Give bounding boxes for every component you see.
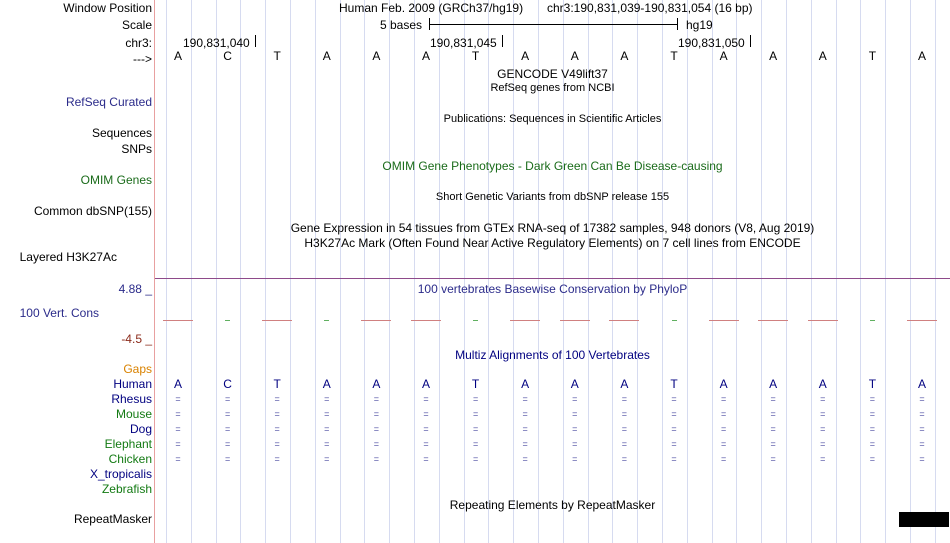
base-letter: A	[421, 49, 430, 63]
conservation-mark	[907, 320, 937, 321]
base-letter: T	[670, 49, 678, 63]
cons-min-label: -4.5 _	[121, 332, 152, 346]
alignment-match: =	[224, 424, 231, 434]
alignment-match: =	[373, 439, 380, 449]
base-letter: T	[471, 49, 480, 63]
species-label[interactable]: Human	[113, 377, 152, 391]
alignment-match: =	[472, 424, 479, 434]
gaps-label[interactable]: Gaps	[123, 362, 152, 376]
species-label[interactable]: Elephant	[104, 437, 152, 451]
conservation-mark	[163, 320, 193, 321]
alignment-match: =	[175, 439, 181, 449]
base-letter: A	[322, 49, 331, 63]
alignment-match: =	[274, 454, 280, 464]
position-readout: chr3:190,831,039-190,831,054 (16 bp)	[547, 1, 753, 15]
alignment-match: =	[572, 439, 578, 449]
cons-top-line	[155, 278, 950, 279]
alignment-match: =	[373, 394, 380, 404]
alignment-match: =	[472, 439, 479, 449]
base-letter: A	[372, 49, 381, 63]
scale-bar	[429, 24, 677, 25]
dbsnp-track-label[interactable]: Common dbSNP(155)	[33, 204, 152, 218]
conservation-mark	[324, 320, 329, 321]
alignment-match: =	[720, 439, 727, 449]
alignment-match: =	[869, 439, 876, 449]
human-base-letter: A	[570, 377, 579, 391]
chrom-label: chr3:	[125, 36, 152, 50]
alignment-match: =	[720, 394, 727, 404]
gencode-track-title[interactable]: GENCODE V49lift37	[497, 67, 608, 81]
alignment-match: =	[621, 439, 628, 449]
alignment-match: =	[373, 409, 380, 419]
gtex-description: Gene Expression in 54 tissues from GTEx RNA-seq of 17382 samples, 948 donors (V8, Aug 2019)	[290, 221, 815, 235]
h3k27ac-description: H3K27Ac Mark (Often Found Near Active Regulatory Elements) on 7 cell lines from ENCODE	[304, 236, 801, 250]
human-base-letter: A	[769, 377, 778, 391]
strand-label: --->	[133, 52, 152, 66]
base-letter: T	[273, 49, 281, 63]
alignment-match: =	[423, 394, 429, 404]
alignment-match: =	[274, 439, 280, 449]
alignment-match: =	[869, 394, 876, 404]
alignment-match: =	[324, 439, 330, 449]
scale-db-label: hg19	[686, 18, 713, 32]
alignment-match: =	[820, 439, 826, 449]
conservation-mark	[411, 320, 441, 321]
species-label[interactable]: Mouse	[115, 407, 152, 421]
cons-track-label[interactable]: 100 Vert. Cons	[19, 306, 99, 320]
human-base-letter: C	[223, 377, 232, 391]
alignment-match: =	[770, 394, 776, 404]
alignment-match: =	[472, 394, 479, 404]
alignment-match: =	[770, 409, 776, 419]
human-base-letter: A	[372, 377, 381, 391]
snps-track-label[interactable]: SNPs	[121, 142, 152, 156]
alignment-match: =	[423, 409, 429, 419]
alignment-match: =	[224, 439, 231, 449]
alignment-match: =	[572, 394, 578, 404]
alignment-match: =	[621, 409, 628, 419]
alignment-match: =	[274, 394, 280, 404]
alignment-match: =	[324, 454, 330, 464]
alignment-match: =	[324, 394, 330, 404]
alignment-match: =	[572, 424, 578, 434]
human-base-letter: A	[719, 377, 728, 391]
track-label-column	[0, 0, 154, 543]
alignment-match: =	[522, 439, 528, 449]
alignment-match: =	[919, 394, 925, 404]
alignment-match: =	[770, 439, 776, 449]
alignment-match: =	[224, 454, 231, 464]
window-position-label: Window Position	[63, 1, 152, 15]
alignment-match: =	[324, 409, 330, 419]
alignment-match: =	[919, 424, 925, 434]
alignment-match: =	[869, 409, 876, 419]
alignment-match: =	[175, 454, 181, 464]
alignment-match: =	[869, 454, 876, 464]
human-base-letter: A	[421, 377, 430, 391]
alignment-match: =	[621, 454, 628, 464]
alignment-match: =	[572, 409, 578, 419]
omim-track-label[interactable]: OMIM Genes	[80, 173, 152, 187]
base-letter: A	[769, 49, 778, 63]
h3k27ac-track-label[interactable]: Layered H3K27Ac	[19, 250, 117, 264]
publications-description: Publications: Sequences in Scientific Articles	[443, 113, 662, 125]
multiz-description: Multiz Alignments of 100 Vertebrates	[455, 348, 650, 362]
human-base-letter: T	[471, 377, 480, 391]
human-base-letter: A	[917, 377, 926, 391]
species-label[interactable]: Zebrafish	[101, 482, 152, 496]
conservation-mark	[672, 320, 677, 321]
alignment-match: =	[274, 424, 280, 434]
base-letter: A	[173, 49, 182, 63]
alignment-match: =	[770, 454, 776, 464]
base-letter: A	[620, 49, 629, 63]
alignment-match: =	[820, 424, 826, 434]
omim-description: OMIM Gene Phenotypes - Dark Green Can Be Disease-causing	[382, 159, 723, 173]
refseq-description: RefSeq genes from NCBI	[490, 82, 615, 94]
scale-label: Scale	[121, 18, 152, 32]
alignment-match: =	[671, 424, 677, 434]
conservation-mark	[808, 320, 838, 321]
species-label[interactable]: Rhesus	[111, 392, 152, 406]
phylop-description: 100 vertebrates Basewise Conservation by PhyloP	[417, 282, 688, 296]
conservation-mark	[225, 320, 230, 321]
alignment-match: =	[224, 394, 231, 404]
alignment-match: =	[820, 409, 826, 419]
alignment-match: =	[373, 424, 380, 434]
conservation-mark	[609, 320, 639, 321]
base-letter: A	[818, 49, 827, 63]
alignment-match: =	[175, 394, 181, 404]
conservation-mark	[560, 320, 590, 321]
conservation-mark	[473, 320, 478, 321]
alignment-match: =	[820, 394, 826, 404]
ruler-tick	[750, 35, 751, 47]
alignment-match: =	[621, 424, 628, 434]
alignment-match: =	[671, 409, 677, 419]
ruler-tick-label: 190,831,040	[183, 36, 250, 50]
refseq-track-label[interactable]: RefSeq Curated	[65, 95, 152, 109]
human-base-letter: A	[521, 377, 530, 391]
repeatmasker-track-label[interactable]: RepeatMasker	[73, 512, 152, 526]
alignment-match: =	[720, 424, 727, 434]
alignment-match: =	[175, 409, 181, 419]
alignment-match: =	[423, 454, 429, 464]
species-label[interactable]: Chicken	[108, 452, 152, 466]
alignment-match: =	[671, 394, 677, 404]
alignment-match: =	[869, 424, 876, 434]
species-label[interactable]: Dog	[129, 422, 152, 436]
species-label[interactable]: X_tropicalis	[89, 467, 152, 481]
alignment-match: =	[373, 454, 380, 464]
conservation-mark	[709, 320, 739, 321]
sequences-track-label[interactable]: Sequences	[91, 126, 152, 140]
ruler-tick	[502, 35, 503, 47]
alignment-match: =	[522, 454, 528, 464]
alignment-match: =	[919, 409, 925, 419]
base-letter: A	[917, 49, 926, 63]
alignment-match: =	[423, 424, 429, 434]
base-letter: A	[719, 49, 728, 63]
conservation-mark	[758, 320, 788, 321]
alignment-match: =	[472, 454, 479, 464]
ruler-tick	[255, 35, 256, 47]
base-letter: A	[521, 49, 530, 63]
ruler-tick-label: 190,831,050	[678, 36, 745, 50]
alignment-match: =	[572, 454, 578, 464]
alignment-match: =	[919, 439, 925, 449]
human-base-letter: T	[670, 377, 678, 391]
alignment-match: =	[621, 394, 628, 404]
cons-max-label: 4.88 _	[118, 282, 152, 296]
alignment-match: =	[720, 454, 727, 464]
human-base-letter: A	[818, 377, 827, 391]
alignment-match: =	[720, 409, 727, 419]
human-base-letter: T	[273, 377, 281, 391]
alignment-match: =	[423, 439, 429, 449]
conservation-mark	[870, 320, 875, 321]
alignment-match: =	[919, 454, 925, 464]
base-letter: C	[223, 49, 232, 63]
alignment-match: =	[522, 394, 528, 404]
alignment-match: =	[274, 409, 280, 419]
alignment-match: =	[820, 454, 826, 464]
human-base-letter: A	[322, 377, 331, 391]
alignment-match: =	[671, 454, 677, 464]
human-base-letter: A	[620, 377, 629, 391]
ruler-tick-label: 190,831,045	[430, 36, 497, 50]
base-letter: A	[570, 49, 579, 63]
scale-bar-label: 5 bases	[380, 18, 423, 32]
human-base-letter: T	[868, 377, 877, 391]
alignment-match: =	[522, 424, 528, 434]
alignment-match: =	[770, 424, 776, 434]
alignment-match: =	[224, 409, 231, 419]
conservation-mark	[262, 320, 292, 321]
alignment-match: =	[671, 439, 677, 449]
conservation-mark	[361, 320, 391, 321]
scale-bar-right-tick	[677, 18, 678, 30]
alignment-match: =	[175, 424, 181, 434]
repeat-element-block[interactable]	[899, 512, 949, 527]
conservation-mark	[510, 320, 540, 321]
base-letter: T	[868, 49, 877, 63]
human-base-letter: A	[173, 377, 182, 391]
assembly-title: Human Feb. 2009 (GRCh37/hg19)	[339, 1, 524, 15]
alignment-match: =	[324, 424, 330, 434]
alignment-match: =	[472, 409, 479, 419]
dbsnp-description: Short Genetic Variants from dbSNP release 155	[435, 191, 670, 203]
repeatmasker-description: Repeating Elements by RepeatMasker	[449, 498, 656, 512]
alignment-match: =	[522, 409, 528, 419]
